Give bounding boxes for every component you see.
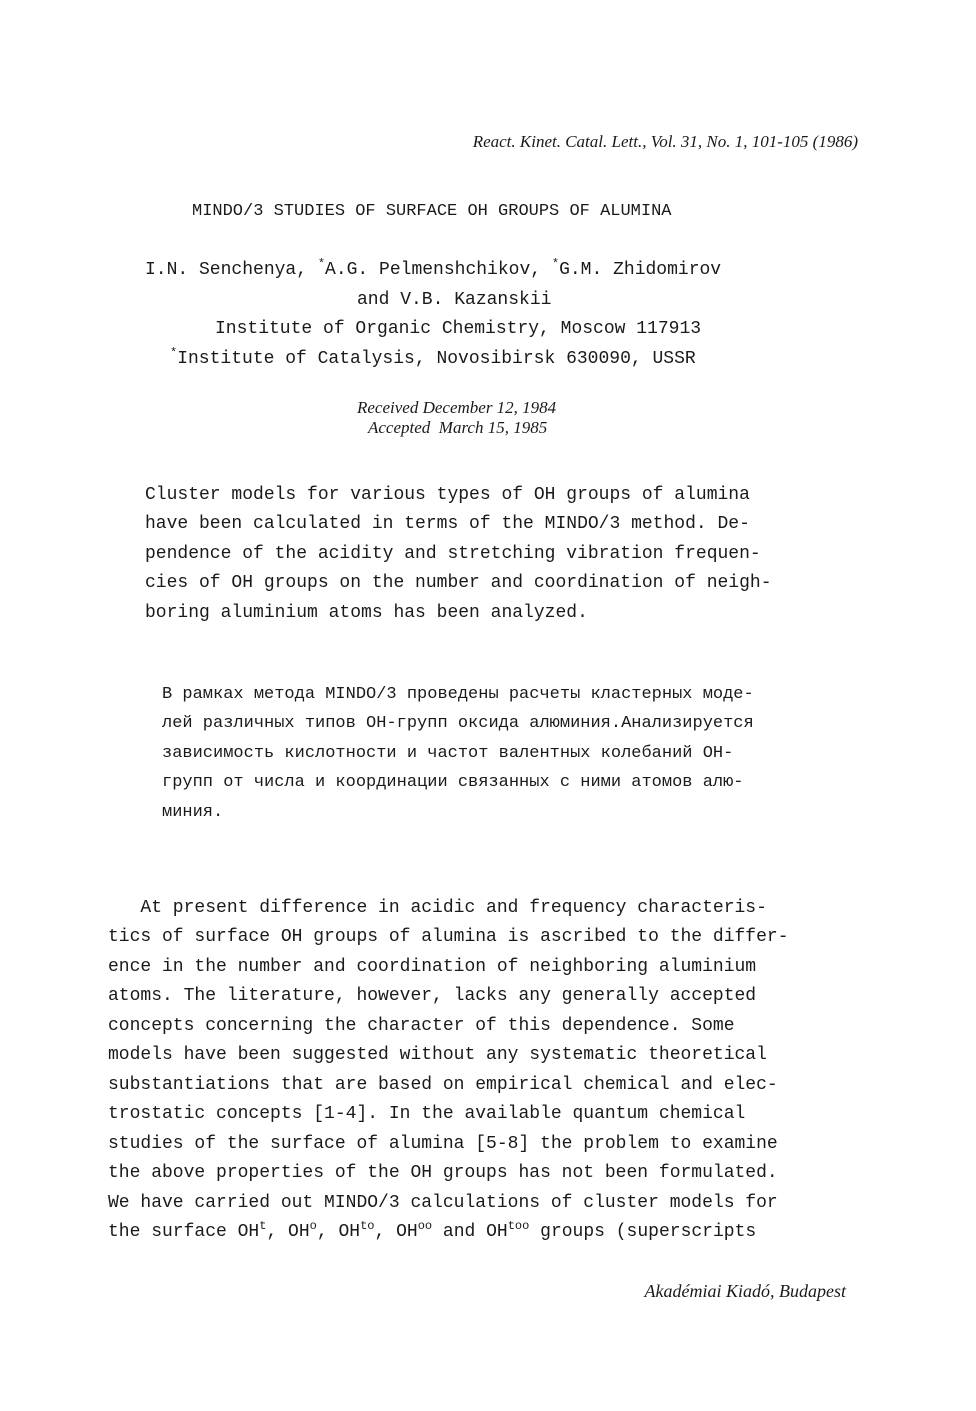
body-text: , OH — [374, 1222, 418, 1242]
affiliation-mark: * — [551, 257, 560, 271]
body-line: trostatic concepts [1-4]. In the available quantum chemical — [108, 1104, 746, 1124]
body-line: ence in the number and coordination of neighboring aluminium — [108, 957, 757, 977]
body-text: groups (superscripts — [529, 1222, 757, 1242]
affiliation-1: Institute of Organic Chemistry, Moscow 117913 — [215, 319, 702, 339]
body-text: , OH — [316, 1222, 361, 1242]
body-text: and OH — [432, 1222, 508, 1242]
superscript: oo — [417, 1219, 433, 1233]
publisher-footer: Akadémiai Kiadó, Budapest — [644, 1281, 846, 1301]
abstract-ru-line: лей различных типов ОН-групп оксида алюминия.Анализируется — [162, 714, 754, 733]
received-date: Received December 12, 1984 — [357, 398, 557, 417]
author-2: A.G. Pelmenshchikov, — [325, 260, 552, 280]
author-1: I.N. Senchenya, — [145, 260, 318, 280]
authors-line-2: and V.B. Kazanskii — [357, 290, 552, 310]
abstract-ru-line: миния. — [162, 803, 224, 822]
body-line: At present difference in acidic and frequency characteris- — [108, 898, 767, 918]
authors-line-1 — [145, 259, 721, 281]
abstract-en-line: have been calculated in terms of the MINDO/3 method. De- — [145, 514, 750, 534]
body-line-last — [108, 1221, 756, 1243]
superscript: to — [360, 1219, 375, 1233]
body-line: the above properties of the OH groups has not been formulated. — [108, 1163, 778, 1183]
abstract-ru-line: групп от числа и координации связанных с ними атомов алю- — [162, 773, 744, 792]
affiliation-mark: * — [317, 257, 326, 271]
body-line: models have been suggested without any systematic theoretical — [108, 1045, 767, 1065]
abstract-en-line: pendence of the acidity and stretching vibration frequen- — [145, 544, 761, 564]
affiliation-2-text: Institute of Catalysis, Novosibirsk 630090, USSR — [177, 349, 696, 369]
paper-title: MINDO/3 STUDIES OF SURFACE OH GROUPS OF ALUMINA — [192, 202, 672, 221]
body-line: substantiations that are based on empirical chemical and elec- — [108, 1075, 778, 1095]
superscript: too — [507, 1219, 530, 1233]
body-line: We have carried out MINDO/3 calculations of cluster models for — [108, 1193, 778, 1213]
affiliation-2 — [170, 348, 696, 370]
accepted-date: Accepted March 15, 1985 — [368, 418, 548, 437]
body-text: the surface OH — [108, 1222, 260, 1242]
body-line: tics of surface OH groups of alumina is ascribed to the differ- — [108, 927, 789, 947]
abstract-en-line: cies of OH groups on the number and coordination of neigh- — [145, 573, 772, 593]
affiliation-mark: * — [170, 346, 178, 360]
abstract-ru-line: В рамках метода MINDO/3 проведены расчеты кластерных моде- — [162, 685, 754, 704]
body-line: studies of the surface of alumina [5-8] the problem to examine — [108, 1134, 778, 1154]
abstract-ru-line: зависимость кислотности и частот валентных колебаний ОН- — [162, 744, 734, 763]
abstract-en-line: boring aluminium atoms has been analyzed. — [145, 603, 588, 623]
body-line: atoms. The literature, however, lacks any generally accepted — [108, 986, 757, 1006]
body-text: , OH — [266, 1222, 310, 1242]
body-line: concepts concerning the character of this dependence. Some — [108, 1016, 735, 1036]
journal-reference: React. Kinet. Catal. Lett., Vol. 31, No. 1, 101-105 (1986) — [472, 132, 858, 151]
superscript: o — [309, 1219, 317, 1233]
abstract-en-line: Cluster models for various types of OH groups of alumina — [145, 485, 750, 505]
superscript: t — [259, 1219, 267, 1233]
author-3: G.M. Zhidomirov — [559, 260, 722, 280]
